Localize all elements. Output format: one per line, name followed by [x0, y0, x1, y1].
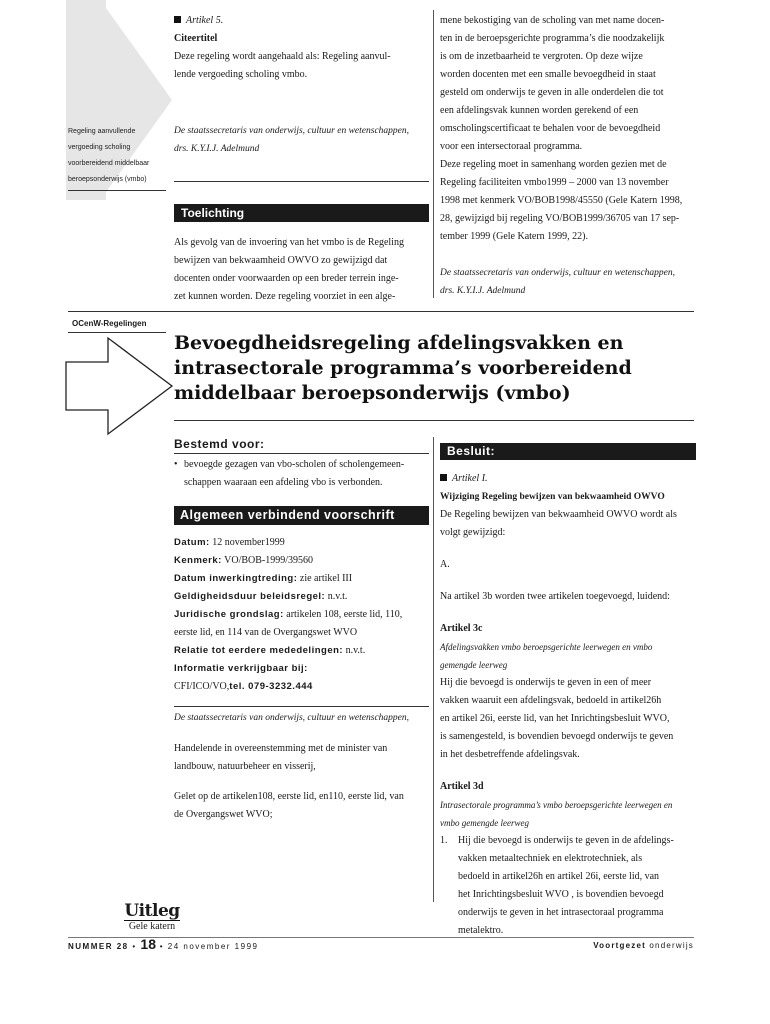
besluit-content	[440, 470, 702, 940]
field-value: 12 november1999	[209, 537, 285, 548]
field-key: Kenmerk:	[174, 555, 222, 566]
spacer	[440, 764, 702, 778]
text-line: omscholingscertificaat te behalen voor de bevoegdheid	[440, 123, 661, 134]
toelichting-bar: Toelichting	[174, 204, 429, 222]
text-line: vakken waaruit een afdelingsvak, bedoeld in artikel26h	[440, 695, 662, 706]
algemeen-bar: Algemeen verbindend voorschrift	[174, 506, 429, 525]
title-line: middelbaar beroepsonderwijs (vmbo)	[174, 382, 571, 404]
field-value: n.v.t.	[325, 591, 348, 602]
text-line: voor een intersectoraal programma.	[440, 141, 583, 152]
page-title	[174, 331, 694, 406]
field-key: Datum:	[174, 537, 210, 548]
logo-subtitle: Gele katern	[128, 921, 176, 932]
info-tel: tel. 079-3232.444	[229, 681, 313, 692]
text-line: Regeling faciliteiten vmbo1999 – 2000 van 13 november	[440, 177, 669, 188]
signature-name: drs. K.Y.I.J. Adelmund	[174, 144, 260, 154]
margin-label-line: vergoeding scholing	[68, 144, 131, 151]
text-line: ten in de beroepsgerichte programma’s die noodzakelijk	[440, 33, 665, 44]
item-a: A.	[440, 559, 450, 570]
text-line: mene bekostiging van de scholing van met name docen-	[440, 15, 665, 26]
margin-label-line: Regeling aanvullende	[68, 128, 136, 135]
text-line: onderwijs te geven in het intrasectoraal programma	[458, 907, 664, 918]
text-line: metalektro.	[458, 925, 504, 936]
field-kenmerk	[174, 552, 434, 570]
citeertitel-heading: Citeertitel	[174, 33, 218, 44]
citeertitel-line-1: Deze regeling wordt aangehaald als: Regeling aanvul-	[174, 51, 391, 62]
text-line: worden docenten met een smalle bevoegdheid in staat	[440, 69, 656, 80]
margin-label-line: voorbereidend middelbaar	[68, 160, 150, 167]
field-value: artikelen 108, eerste lid, 110,	[283, 609, 403, 620]
top-right-signature	[440, 264, 700, 300]
text-line: is samengesteld, is bovendien bevoegd onderwijs te geven	[440, 731, 674, 742]
divider	[174, 453, 429, 454]
artikel-3d-item-1	[440, 832, 702, 940]
field-value: n.v.t.	[343, 645, 366, 656]
text-line: gesteld om onderwijs te geven in alle onderdelen die tot	[440, 87, 664, 98]
separator-dot: •	[159, 942, 165, 951]
field-key: Informatie verkrijgbaar bij:	[174, 663, 308, 674]
field-relatie	[174, 642, 434, 660]
artikel-3c-sub: gemengde leerweg	[440, 660, 508, 670]
separator-dot: •	[132, 942, 137, 951]
field-grondslag-cont	[174, 624, 434, 642]
spacer	[440, 542, 702, 556]
text-line: 1998 met kenmerk VO/BOB1998/45550 (Gele Katern 1998,	[440, 195, 683, 206]
text-line: volgt gewijzigd:	[440, 527, 506, 538]
text-line: de Overgangswet WVO;	[174, 809, 273, 820]
artikel-3d-sub: vmbo gemengde leerweg	[440, 818, 529, 828]
besluit-bar: Besluit:	[440, 443, 696, 460]
field-datum	[174, 534, 434, 552]
text-line: 28, gewijzigd bij regeling VO/BOB1999/36705 van 17 sep-	[440, 213, 680, 224]
text-line: docenten onder voorwaarden op een breder terrein inge-	[174, 273, 399, 284]
text-line: schappen waaraan een afdeling vbo is verbonden.	[184, 477, 383, 488]
text-line: bewijzen van bekwaamheid OWVO zo gewijzigd dat	[174, 255, 388, 266]
bestemd-list	[174, 456, 434, 492]
bullet-square-icon	[174, 16, 181, 23]
field-value: eerste lid, en 114 van de Overgangswet WVO	[174, 627, 358, 638]
text-line: en artikel 26i, eerste lid, van het Inrichtingsbesluit WVO,	[440, 713, 670, 724]
text-line: Handelende in overeenstemming met de minister van	[174, 743, 388, 754]
text-line: Hij die bevoegd is onderwijs te geven in een of meer	[440, 677, 652, 688]
section-label-rule	[68, 332, 166, 333]
section-name: Voortgezet	[593, 941, 646, 950]
page-number: 18	[140, 936, 156, 952]
list-number: 1.	[440, 835, 448, 846]
arrow-decoration-section	[64, 336, 176, 436]
text-line: Als gevolg van de invoering van het vmbo is de Regeling	[174, 237, 404, 248]
left-bottom-para-1	[174, 740, 434, 776]
bullet-icon: •	[174, 459, 178, 470]
citeertitel-line-2: lende vergoeding scholing vmbo.	[174, 69, 308, 80]
signature-title: De staatssecretaris van onderwijs, cultuur en wetenschappen,	[174, 126, 410, 136]
column-divider	[433, 437, 434, 902]
signature-title: De staatssecretaris van onderwijs, cultuur en wetenschappen,	[440, 268, 676, 278]
artikel-3c-heading: Artikel 3c	[440, 623, 483, 634]
field-informatie	[174, 660, 434, 678]
field-key: Juridische grondslag:	[174, 609, 284, 620]
text-line: in het desbetreffende afdelingsvak.	[440, 749, 580, 760]
info-prefix: CFI/ICO/VO,	[174, 681, 230, 692]
item-a-text: Na artikel 3b worden twee artikelen toegevoegd, luidend:	[440, 591, 670, 602]
margin-label-line: beroepsonderwijs (vmbo)	[68, 176, 147, 183]
text-line: een afdelingsvak kunnen worden gerekend of een	[440, 105, 639, 116]
footer-right	[520, 938, 694, 954]
text-line: bevoegde gezagen van vbo-scholen of scholengemeen-	[184, 459, 405, 470]
bestemd-heading: Bestemd voor:	[174, 437, 265, 451]
title-line: intrasectorale programma’s voorbereidend	[174, 357, 632, 379]
signature-name: drs. K.Y.I.J. Adelmund	[440, 286, 526, 296]
section-name-rest: onderwijs	[645, 941, 694, 950]
text-line: Gelet op de artikelen108, eerste lid, en110, eerste lid, van	[174, 791, 404, 802]
field-key: Geldigheidsduur beleidsregel:	[174, 591, 326, 602]
divider	[174, 181, 429, 182]
left-bottom-signature: De staatssecretaris van onderwijs, cultuur en wetenschappen,	[174, 713, 410, 723]
field-geldigheidsduur	[174, 588, 434, 606]
margin-label	[68, 124, 168, 188]
artikel-i-heading: Wijziging Regeling bewijzen van bekwaamheid OWVO	[440, 492, 665, 502]
artikel-3d-sub: Intrasectorale programma’s vmbo beroepsgerichte leerwegen en	[440, 800, 673, 810]
issue-number: NUMMER 28	[68, 942, 129, 951]
bestemd-item	[174, 456, 434, 492]
text-line: vakken metaaltechniek en elektrotechniek, als	[458, 853, 643, 864]
artikel-5-label: Artikel 5.	[174, 12, 429, 30]
top-right-column	[440, 12, 700, 246]
spacer	[440, 574, 702, 588]
left-bottom-para-2	[174, 788, 434, 824]
field-key: Datum inwerkingtreding:	[174, 573, 298, 584]
top-left-column	[174, 12, 429, 84]
text-line: Deze regeling moet in samenhang worden gezien met de	[440, 159, 667, 170]
text-line: tember 1999 (Gele Katern 1999, 22).	[440, 231, 589, 242]
text-line: bedoeld in artikel26h en artikel 26i, eerste lid, van	[458, 871, 660, 882]
field-value: zie artikel III	[297, 573, 353, 584]
column-divider	[433, 10, 434, 298]
section-top-rule	[68, 311, 694, 312]
uitleg-logo	[120, 902, 184, 933]
artikel-i-label: Artikel I.	[440, 470, 702, 488]
field-key: Relatie tot eerdere mededelingen:	[174, 645, 344, 656]
text-line: is om de inzetbaarheid te vergroten. Op deze wijze	[440, 51, 643, 62]
footer-left	[68, 935, 258, 956]
text-line: De Regeling bewijzen van bekwaamheid OWVO wordt als	[440, 509, 677, 520]
top-left-signature	[174, 122, 429, 158]
text-line: Hij die bevoegd is onderwijs te geven in de afdelings-	[458, 835, 674, 846]
field-inwerkingtreding	[174, 570, 434, 588]
artikel-3c-sub: Afdelingsvakken vmbo beroepsgerichte leerwegen en vmbo	[440, 642, 653, 652]
title-bottom-rule	[174, 420, 694, 421]
field-value: VO/BOB-1999/39560	[221, 555, 314, 566]
algemeen-fields	[174, 534, 434, 696]
artikel-3d-heading: Artikel 3d	[440, 781, 484, 792]
divider	[174, 706, 429, 707]
text-line: landbouw, natuurbeheer en visserij,	[174, 761, 316, 772]
issue-date: 24 november 1999	[167, 942, 259, 951]
field-informatie-value	[174, 678, 434, 696]
title-line: Bevoegdheidsregeling afdelingsvakken en	[174, 332, 624, 354]
margin-divider	[68, 190, 166, 191]
spacer	[440, 606, 702, 620]
logo-title: Uitleg	[124, 901, 180, 921]
section-label: OCenW-Regelingen	[72, 319, 147, 328]
bullet-square-icon	[440, 474, 447, 481]
field-grondslag	[174, 606, 434, 624]
text-line: zet kunnen worden. Deze regeling voorziet in een alge-	[174, 291, 396, 302]
toelichting-text	[174, 234, 429, 306]
text-line: het Inrichtingsbesluit WVO , is bovendien bevoegd	[458, 889, 664, 900]
